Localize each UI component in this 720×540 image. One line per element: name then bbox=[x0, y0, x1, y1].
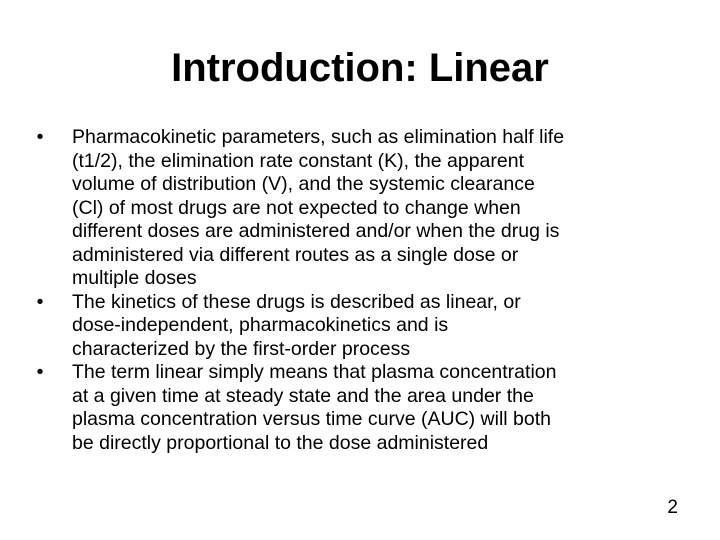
bullet-text-line: multiple doses bbox=[72, 267, 197, 289]
bullet-text-line: dose-independent, pharmacokinetics and is bbox=[72, 314, 449, 336]
bullet-text-line: at a given time at steady state and the area under the bbox=[72, 384, 534, 407]
bullet-text-line: volume of distribution (V), and the systemic clearance bbox=[72, 173, 535, 195]
page-number: 2 bbox=[667, 497, 678, 518]
bullet-icon: • bbox=[36, 126, 44, 148]
bullet-text-line: different doses are administered and/or when the drug is bbox=[72, 220, 560, 242]
bullet-text-line: The term linear simply means that plasma concentration bbox=[72, 361, 557, 383]
bullet-text-line: administered via different routes as a single dose or bbox=[72, 243, 519, 266]
bullet-item bbox=[30, 291, 690, 362]
bullet-list bbox=[30, 126, 690, 455]
bullet-text-line: plasma concentration versus time curve (AUC) will both bbox=[72, 408, 552, 430]
bullet-icon: • bbox=[36, 290, 44, 313]
bullet-text-line: The kinetics of these drugs is described as linear, or bbox=[72, 290, 521, 313]
bullet-item bbox=[30, 361, 690, 455]
bullet-text-line: be directly proportional to the dose administered bbox=[72, 431, 489, 454]
bullet-item bbox=[30, 126, 690, 291]
bullet-text-line: characterized by the first-order process bbox=[72, 337, 411, 360]
bullet-text-line: (t1/2), the elimination rate constant (K), the apparent bbox=[72, 149, 524, 172]
slide-title: Introduction: Linear bbox=[171, 46, 549, 90]
bullet-icon: • bbox=[36, 361, 44, 383]
bullet-text-line: (Cl) of most drugs are not expected to change when bbox=[72, 196, 521, 219]
bullet-text-line: Pharmacokinetic parameters, such as elimination half life bbox=[72, 126, 565, 148]
